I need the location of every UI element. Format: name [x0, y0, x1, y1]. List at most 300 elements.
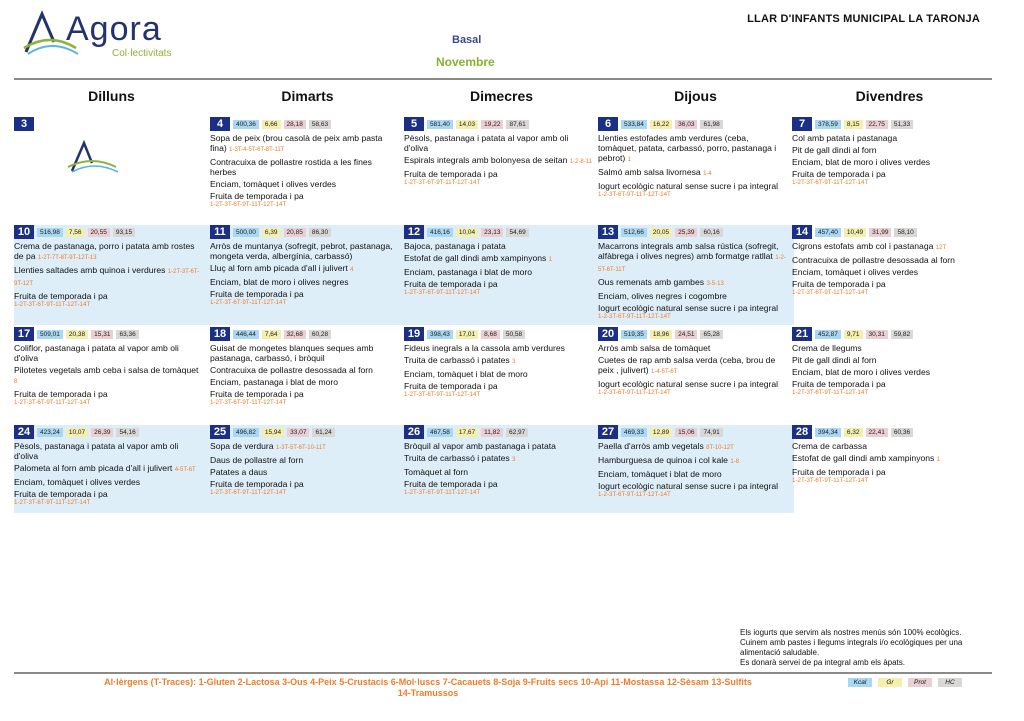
day-cell: [14, 117, 204, 223]
nutrition-gr: 15,94: [262, 428, 284, 437]
day-number: 5: [404, 117, 424, 131]
menu-dish: [14, 343, 204, 363]
dish-name: Truita de carbassó i patates: [404, 355, 510, 365]
dish-name: Iogurt ecològic natural sense sucre i pa integral: [598, 181, 779, 191]
day-cell-header: [210, 425, 400, 439]
allergen-codes: 1-2T-3T-6T-9T-11T-12T-14T: [792, 289, 869, 296]
nutrition-prot: 26,39: [91, 428, 113, 437]
day-cell-header: [598, 327, 788, 341]
day-cell: [404, 327, 594, 425]
day-number: 11: [210, 225, 230, 239]
menu-dish: [792, 133, 982, 143]
day-cell: [598, 327, 788, 425]
menu-dish: [792, 453, 982, 465]
menu-dish: [210, 343, 400, 363]
nutrition-gr: 7,64: [262, 330, 281, 339]
day-cell: [792, 225, 982, 325]
dish-name: Col amb patata i pastanaga: [792, 133, 898, 143]
dish-name: Cuetes de rap amb salsa verda (ceba, brou de peix , julivert): [598, 355, 776, 375]
dish-name: Fruita de temporada i pa: [404, 279, 498, 289]
day-cell: [598, 225, 788, 325]
menu-dish: [598, 181, 788, 198]
day-cell: [404, 117, 594, 223]
menu-dish: [404, 253, 594, 265]
dish-name: Sopa de peix (brou casolà de peix amb pasta fina): [210, 133, 383, 153]
menu-dish: [14, 477, 204, 487]
nutrition-gr: 6,66: [262, 120, 281, 129]
nutrition-prot: 15,31: [91, 330, 113, 339]
nutrition-hc: 54,16: [116, 428, 138, 437]
dish-name: Fideus inegrals a la cassola amb verdures: [404, 343, 565, 353]
dish-name: Pèsols, pastanaga i patata al vapor amb oli d'oliva: [404, 133, 569, 153]
day-cell: [14, 425, 204, 513]
menu-dish: [404, 369, 594, 379]
menu-dish: [792, 441, 982, 451]
weekday-tuesday: Dimarts: [281, 88, 334, 104]
allergen-codes: 1-3T-4-5T-6T-8T-11T: [229, 147, 285, 153]
allergen-codes: 1-4-5T-6T: [651, 369, 678, 375]
dish-name: Pit de gall dindi al forn: [792, 355, 877, 365]
dish-name: Fruita de temporada i pa: [210, 389, 304, 399]
weekday-friday: Divendres: [855, 88, 924, 104]
allergen-codes: 1-2-3T-6T-9T-11T-12T-14T: [598, 191, 671, 198]
nutrition-kcal: 416,16: [427, 228, 453, 237]
day-cell: [598, 425, 788, 513]
nutrition-prot: 11,82: [481, 428, 503, 437]
allergen-codes: 1-2T-3T-6T-9T-11T-12T-14T: [404, 489, 481, 496]
menu-dish: [404, 241, 594, 251]
key-kcal: Kcal: [848, 678, 872, 687]
nutrition-kcal: 519,35: [621, 330, 647, 339]
dish-name: Fruita de temporada i pa: [14, 389, 108, 399]
dish-name: Iogurt ecològic natural sense sucre i pa integral: [598, 379, 779, 389]
school-name: LLAR D'INFANTS MUNICIPAL LA TARONJA: [747, 13, 980, 25]
menu-dish: [404, 381, 594, 398]
dish-name: Arròs amb salsa de tomàquet: [598, 343, 711, 353]
allergen-codes: 1-2-5T-6T-11T: [598, 255, 786, 273]
dish-name: Cigrons estofats amb col i pastanaga: [792, 241, 934, 251]
nutrition-gr: 17,67: [456, 428, 478, 437]
menu-dish: [210, 365, 400, 375]
allergen-codes: 1-2T-3T-6T-9T-11T-12T-14T: [14, 301, 91, 308]
key-hc: HC: [938, 678, 962, 687]
menu-dish: [792, 367, 982, 377]
dish-name: Fruita de temporada i pa: [792, 379, 886, 389]
week-row: [14, 225, 955, 325]
day-cell: [210, 225, 400, 325]
menu-dish: [210, 241, 400, 261]
day-cell-header: [792, 425, 982, 439]
day-cell: [792, 117, 982, 223]
menu-dish: [792, 379, 982, 396]
menu-dish: [210, 289, 400, 306]
allergen-codes: 3-5-13: [706, 281, 724, 287]
menu-dish: [404, 267, 594, 277]
allergen-codes: 12T: [935, 245, 947, 251]
day-number: 26: [404, 425, 424, 439]
nutrition-gr: 17,01: [456, 330, 478, 339]
dish-name: Pilotetes vegetals amb ceba i salsa de tomàquet: [14, 365, 199, 375]
dish-name: Pit de gall dindi al forn: [792, 145, 877, 155]
nutrition-prot: 25,39: [675, 228, 697, 237]
day-cell: [792, 425, 982, 513]
day-cell: [14, 327, 204, 425]
header-divider: [14, 78, 992, 80]
dish-name: Tomàquet al forn: [404, 467, 469, 477]
day-cell-header: [404, 117, 594, 131]
dish-name: Enciam, tomàquet i olives verdes: [210, 179, 337, 189]
menu-dish: [598, 343, 788, 353]
day-cell-header: [792, 225, 982, 239]
dish-name: Fruita de temporada i pa: [210, 289, 304, 299]
dish-name: Arròs de muntanya (sofregit, pebrot, pastanaga, mongeta verda, albergínia, carbassó): [210, 241, 393, 261]
nutrition-kcal: 423,24: [37, 428, 63, 437]
nutrition-kcal: 581,40: [427, 120, 453, 129]
day-cell-header: [14, 425, 204, 439]
dish-name: Fruita de temporada i pa: [404, 479, 498, 489]
day-number: 4: [210, 117, 230, 131]
dish-name: Enciam, tomàquet i olives verdes: [792, 267, 919, 277]
dish-name: Guisat de mongetes blanques seques amb pastanaga, carbassó, i bròquil: [210, 343, 374, 363]
dish-name: Hamburguesa de quinoa i col kale: [598, 455, 728, 465]
menu-dish: [14, 463, 204, 475]
day-number: 12: [404, 225, 424, 239]
nutrition-hc: 74,91: [700, 428, 722, 437]
nutrition-kcal: 457,40: [815, 228, 841, 237]
dish-name: Estofat de gall dindi amb xampinyons: [792, 453, 935, 463]
menu-dish: [598, 355, 788, 377]
day-cell-header: [404, 327, 594, 341]
nutrition-prot: 19,22: [481, 120, 503, 129]
day-number: 6: [598, 117, 618, 131]
menu-dish: [598, 455, 788, 467]
nutrition-prot: 15,06: [675, 428, 697, 437]
day-number: 20: [598, 327, 618, 341]
allergen-codes: 1-2T-3T-6T-9T-11T-12T-14T: [210, 399, 287, 406]
day-number: 28: [792, 425, 812, 439]
nutrition-kcal: 496,82: [233, 428, 259, 437]
nutrition-prot: 8,68: [481, 330, 500, 339]
allergen-legend-line: 14-Tramussos: [397, 688, 459, 698]
nutrition-kcal: 512,66: [621, 228, 647, 237]
dish-name: Iogurt ecològic natural sense sucre i pa integral: [598, 481, 779, 491]
menu-dish: [210, 133, 400, 155]
day-cell-header: [210, 225, 400, 239]
dish-name: Enciam, olives negres i cogombre: [598, 291, 727, 301]
menu-dish: [598, 241, 788, 275]
allergen-codes: 1-2T-3T-6T-9T-11T-12T-14T: [14, 399, 91, 406]
nutrition-hc: 86,30: [309, 228, 331, 237]
nutrition-kcal: 500,00: [233, 228, 259, 237]
dish-name: Fruita de temporada i pa: [404, 381, 498, 391]
allergen-codes: 8T-10-12T: [706, 445, 734, 451]
brand-subtitle: Col·lectivitats: [112, 48, 172, 59]
day-number: 18: [210, 327, 230, 341]
menu-dish: [210, 263, 400, 275]
allergen-codes: 1-2T-3T-6T-9T-11T-12T-14T: [404, 289, 481, 296]
menu-dish: [792, 355, 982, 365]
nutrition-hc: 60,16: [700, 228, 722, 237]
nutrition-kcal: 394,34: [815, 428, 841, 437]
menu-dish: [792, 157, 982, 167]
menu-dish: [598, 481, 788, 498]
menu-dish: [792, 279, 982, 296]
dish-name: Estofat de gall dindi amb xampinyons: [404, 253, 547, 263]
menu-dish: [598, 291, 788, 301]
menu-dish: [598, 379, 788, 396]
dish-name: Crema de llegums: [792, 343, 862, 353]
brand-name: Agora: [66, 10, 162, 48]
dish-name: Fruita de temporada i pa: [792, 467, 886, 477]
nutrition-kcal: 469,33: [621, 428, 647, 437]
menu-dish: [210, 467, 400, 477]
dish-name: Lluç al forn amb picada d'all i julivert: [210, 263, 348, 273]
allergen-codes: 1-2T-3T-6T-9T-11T-12T-14T: [404, 179, 481, 186]
footer-divider: [14, 672, 992, 674]
menu-dish: [792, 169, 982, 186]
menu-dish: [210, 377, 400, 387]
dish-name: Contracuixa de pollastre desossada al forn: [792, 255, 955, 265]
dish-name: Enciam, blat de moro i olives verdes: [792, 157, 931, 167]
allergen-legend: [38, 677, 818, 699]
allergen-codes: 3: [512, 359, 516, 365]
day-cell: [210, 117, 400, 223]
menu-dish: [14, 441, 204, 461]
dish-name: Bajoca, pastanaga i patata: [404, 241, 506, 251]
dish-name: Enciam, tomàquet i blat de moro: [598, 469, 722, 479]
menu-dish: [210, 191, 400, 208]
nutrition-kcal: 398,43: [427, 330, 453, 339]
menu-dish: [598, 469, 788, 479]
menu-dish: [404, 479, 594, 496]
allergen-codes: 1-2T-3T-6T-9T-11T-12T-14T: [792, 477, 869, 484]
nutrition-kcal: 378,59: [815, 120, 841, 129]
allergen-codes: 8: [14, 379, 18, 385]
menu-dish: [792, 467, 982, 484]
dish-name: Enciam, blat de moro i olives verdes: [792, 367, 931, 377]
dish-name: Pèsols, pastanaga i patata al vapor amb oli d'oliva: [14, 441, 179, 461]
menu-dish: [404, 155, 594, 167]
menu-dish: [598, 303, 788, 320]
day-cell: [14, 225, 204, 325]
dish-name: Ous remenats amb gambes: [598, 277, 705, 287]
weekday-monday: Dilluns: [88, 88, 135, 104]
menu-dish: [14, 265, 204, 289]
day-cell: [598, 117, 788, 223]
nutrition-hc: 61,24: [312, 428, 334, 437]
menu-dish: [598, 277, 788, 289]
nutrition-gr: 14,03: [456, 120, 478, 129]
nutrition-gr: 10,04: [456, 228, 478, 237]
dish-name: Fruita de temporada i pa: [792, 279, 886, 289]
nutrition-hc: 60,36: [891, 428, 913, 437]
nutrition-gr: 16,22: [650, 120, 672, 129]
allergen-codes: 4-5T-6T: [174, 467, 196, 473]
nutrition-prot: 36,03: [675, 120, 697, 129]
nutrition-kcal: 533,84: [621, 120, 647, 129]
dish-name: Patates a daus: [210, 467, 268, 477]
day-cell-header: [210, 327, 400, 341]
nutrition-gr: 6,32: [844, 428, 863, 437]
diet-type: Basal: [452, 34, 482, 46]
nutrition-hc: 62,97: [506, 428, 528, 437]
agora-logo: [20, 8, 180, 60]
menu-dish: [404, 133, 594, 153]
allergen-codes: 1-2T-3T-6T-9T-11T-12T-14T: [404, 391, 481, 398]
dish-name: Fruita de temporada i pa: [792, 169, 886, 179]
allergen-codes: 1-2T-3T-6T-9T-11T-12T-14T: [210, 489, 287, 496]
nutrition-hc: 54,69: [506, 228, 528, 237]
dish-name: Enciam, pastanaga i blat de moro: [210, 377, 339, 387]
menu-dish: [14, 291, 204, 308]
day-cell-header: [404, 225, 594, 239]
day-cell-header: [792, 117, 982, 131]
key-gr: Gr: [878, 678, 902, 687]
note: Els iogurts que servim als nostres menús són 100% ecològics.: [740, 628, 962, 637]
menu-dish: [14, 365, 204, 387]
menu-dish: [210, 179, 400, 189]
day-cell-header: [598, 225, 788, 239]
nutrition-prot: 24,51: [675, 330, 697, 339]
note: Es donarà servei de pa integral amb els àpats.: [740, 658, 905, 667]
weekday-wednesday: Dimecres: [469, 88, 534, 104]
nutrition-hc: 61,98: [700, 120, 722, 129]
menu-dish: [792, 145, 982, 155]
nutrition-gr: 18,96: [650, 330, 672, 339]
allergen-codes: 4: [350, 267, 354, 273]
nutrition-prot: 33,07: [287, 428, 309, 437]
dish-name: Fruita de temporada i pa: [404, 169, 498, 179]
menu-dish: [598, 167, 788, 179]
nutrition-gr: 12,89: [650, 428, 672, 437]
nutrition-kcal: 516,98: [37, 228, 63, 237]
nutrition-gr: 6,39: [262, 228, 281, 237]
nutrition-prot: 20,85: [284, 228, 306, 237]
allergen-codes: 1-2T-3T-6T-9T-11T-12T-14T: [792, 179, 869, 186]
allergen-codes: 1-2T-3T-6T-9T-12T: [14, 269, 200, 287]
nutrition-gr: 20,38: [66, 330, 88, 339]
dish-name: Enciam, blat de moro i olives negres: [210, 277, 349, 287]
day-number: 3: [14, 117, 34, 131]
menu-dish: [14, 241, 204, 263]
menu-dish: [210, 441, 400, 453]
day-cell-header: [598, 117, 788, 131]
nutrition-gr: 8,15: [844, 120, 863, 129]
menu-dish: [210, 157, 400, 177]
menu-dish: [598, 133, 788, 165]
day-number: 25: [210, 425, 230, 439]
dish-name: Truita de carbassó i patates: [404, 453, 510, 463]
menu-dish: [14, 489, 204, 506]
allergen-codes: 3: [512, 457, 516, 463]
day-cell: [210, 425, 400, 513]
allergen-codes: 1: [936, 457, 941, 463]
nutrition-prot: 22,75: [866, 120, 888, 129]
nutrition-kcal: 446,44: [233, 330, 259, 339]
dish-name: Contracuixa de pollastre rostida a les fines herbes: [210, 157, 372, 177]
key-prot: Prot: [908, 678, 932, 687]
dish-name: Macarrons integrals amb salsa rústica (sofregit, alfàbrega i olives negres) amb formatge ratllat: [598, 241, 779, 261]
nutrition-kcal: 400,36: [233, 120, 259, 129]
dish-name: Contracuixa de pollastre desossada al forn: [210, 365, 373, 375]
month-label: Novembre: [436, 55, 495, 69]
day-cell-header: [598, 425, 788, 439]
week-row: [14, 117, 931, 223]
nutrition-gr: 9,71: [844, 330, 863, 339]
day-number: 14: [792, 225, 812, 239]
nutrition-hc: 58,63: [309, 120, 331, 129]
allergen-legend-line: Al·lèrgens (T-Traces): 1-Gluten 2-Lactosa 3-Ous 4-Peix 5-Crustacis 6-Mol·luscs 7-Cacauets 8-Soja 9-Fruits secs 10-Api 11-Mostassa 12-Sèsam 13-Sulfits: [104, 677, 752, 687]
day-cell-header: [14, 327, 204, 341]
nutrition-hc: 63,36: [116, 330, 138, 339]
menu-dish: [404, 453, 594, 465]
menu-dish: [404, 441, 594, 451]
nutrition-prot: 20,55: [88, 228, 110, 237]
menu-dish: [404, 279, 594, 296]
dish-name: Espirals integrals amb bolonyesa de seitan: [404, 155, 568, 165]
day-number: 24: [14, 425, 34, 439]
dish-name: Enciam, tomàquet i blat de moro: [404, 369, 528, 379]
allergen-codes: 1-3T-5T-6T-10-11T: [275, 445, 326, 451]
menu-dish: [792, 241, 982, 253]
menu-dish: [210, 277, 400, 287]
day-cell-header: [14, 225, 204, 239]
dish-name: Fruita de temporada i pa: [14, 291, 108, 301]
dish-name: Salmó amb salsa livornesa: [598, 167, 701, 177]
nutrition-hc: 51,33: [891, 120, 913, 129]
allergen-codes: 1-2-3T-6T-9T-11T-12T-14T: [598, 313, 671, 320]
menu-dish: [404, 467, 594, 477]
allergen-codes: 1-2-3T-6T-9T-11T-12T-14T: [598, 389, 671, 396]
allergen-codes: 1-2T-3T-6T-9T-11T-12T-14T: [792, 389, 869, 396]
day-number: 21: [792, 327, 812, 341]
day-cell: [210, 327, 400, 425]
allergen-codes: 1-8: [730, 459, 740, 465]
menu-notes: [740, 628, 990, 668]
nutrition-gr: 10,07: [66, 428, 88, 437]
menu-dish: [598, 441, 788, 453]
nutrition-key: [848, 678, 962, 687]
day-number: 7: [792, 117, 812, 131]
menu-dish: [792, 255, 982, 265]
nutrition-hc: 60,28: [309, 330, 331, 339]
day-cell: [792, 327, 982, 425]
nutrition-prot: 22,41: [866, 428, 888, 437]
allergen-codes: 1-4: [703, 171, 712, 177]
menu-dish: [210, 479, 400, 496]
week-row: [14, 327, 931, 425]
dish-name: Daus de pollastre al forn: [210, 455, 304, 465]
dish-name: Enciam, tomàquet i olives verdes: [14, 477, 141, 487]
allergen-codes: 1-2T-7T-8T-9T-12T-13: [37, 255, 97, 261]
dish-name: Paella d'arròs amb vegetals: [598, 441, 704, 451]
menu-dish: [404, 343, 594, 353]
menu-dish: [14, 389, 204, 406]
menu-dish: [404, 169, 594, 186]
day-number: 27: [598, 425, 618, 439]
allergen-codes: 1: [627, 157, 631, 163]
weekday-header-row: [14, 88, 990, 106]
nutrition-hc: 58,10: [894, 228, 916, 237]
dish-name: Palometa al forn amb picada d'all i julivert: [14, 463, 173, 473]
allergen-codes: 1-2T-3T-6T-9T-11T-12T-14T: [210, 201, 287, 208]
nutrition-hc: 65,28: [700, 330, 722, 339]
dish-name: Crema de pastanaga, porro i patata amb rostes de pa: [14, 241, 195, 261]
dish-name: Bròquil al vapor amb pastanaga i patata: [404, 441, 556, 451]
menu-dish: [792, 267, 982, 277]
nutrition-prot: 30,31: [866, 330, 888, 339]
day-number: 13: [598, 225, 618, 239]
